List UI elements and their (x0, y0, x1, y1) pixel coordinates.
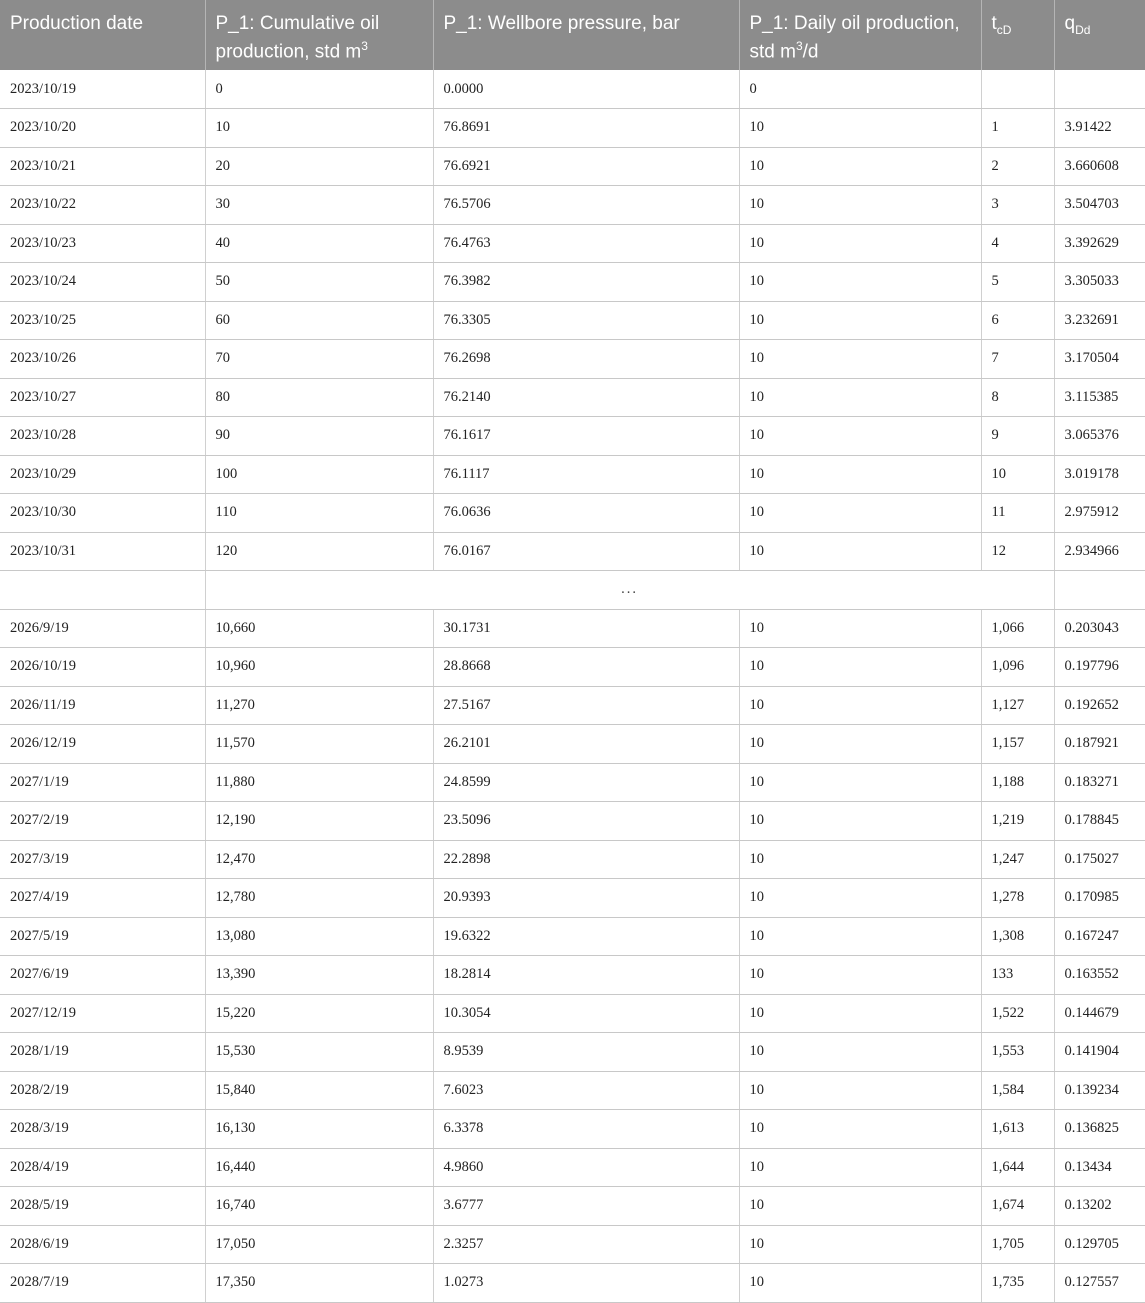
cell-qdd: 0.136825 (1054, 1110, 1145, 1149)
cell-daily-oil: 10 (739, 1071, 981, 1110)
cell-cumulative-oil: 90 (205, 417, 433, 456)
cell-production-date: 2028/4/19 (0, 1148, 205, 1187)
table-row (0, 609, 1145, 648)
cell-daily-oil: 10 (739, 840, 981, 879)
cell-qdd: 3.232691 (1054, 301, 1145, 340)
table-row (0, 186, 1145, 225)
cell-tcd: 1,096 (981, 648, 1054, 687)
cell-cumulative-oil: 12,470 (205, 840, 433, 879)
cell-qdd: 3.504703 (1054, 186, 1145, 225)
table-row (0, 263, 1145, 302)
cell-wellbore-pressure: 10.3054 (433, 994, 739, 1033)
cell-wellbore-pressure: 76.8691 (433, 109, 739, 148)
cell-daily-oil: 10 (739, 763, 981, 802)
cell-cumulative-oil: 11,270 (205, 686, 433, 725)
cell-cumulative-oil: 20 (205, 147, 433, 186)
cell-production-date: 2023/10/29 (0, 455, 205, 494)
cell-production-date: 2027/12/19 (0, 994, 205, 1033)
cell-daily-oil: 10 (739, 1110, 981, 1149)
cell-tcd: 133 (981, 956, 1054, 995)
cell-production-date: 2023/10/31 (0, 532, 205, 571)
cell-production-date: 2026/10/19 (0, 648, 205, 687)
table-row (0, 494, 1145, 533)
cell-wellbore-pressure: 3.6777 (433, 1187, 739, 1226)
cell-daily-oil: 10 (739, 263, 981, 302)
header-wellbore-pressure: P_1: Wellbore pressure, bar (433, 0, 739, 70)
cell-tcd: 10 (981, 455, 1054, 494)
cell-tcd: 1,127 (981, 686, 1054, 725)
cell-qdd: 0.183271 (1054, 763, 1145, 802)
header-daily-oil: P_1: Daily oil production, std $m^3/d$ (739, 0, 981, 70)
cell-qdd: 0.187921 (1054, 725, 1145, 764)
cell-tcd: 1,278 (981, 879, 1054, 918)
cell-wellbore-pressure: 76.0636 (433, 494, 739, 533)
cell-daily-oil: 10 (739, 532, 981, 571)
cell-qdd: 0.203043 (1054, 609, 1145, 648)
cell-qdd: 0.139234 (1054, 1071, 1145, 1110)
cell-wellbore-pressure: 76.5706 (433, 186, 739, 225)
header-row (0, 0, 1145, 70)
cell-daily-oil: 10 (739, 725, 981, 764)
cell-cumulative-oil: 60 (205, 301, 433, 340)
cell-daily-oil: 10 (739, 956, 981, 995)
cell-tcd: 1,066 (981, 609, 1054, 648)
cell-tcd: 5 (981, 263, 1054, 302)
cell-qdd: 2.934966 (1054, 532, 1145, 571)
cell-production-date: 2023/10/28 (0, 417, 205, 456)
cell-tcd: 1,247 (981, 840, 1054, 879)
table-row (0, 224, 1145, 263)
ellipsis-cell: ... (205, 571, 1054, 610)
cell-tcd: 3 (981, 186, 1054, 225)
cell-qdd: 2.975912 (1054, 494, 1145, 533)
cell-qdd: 3.305033 (1054, 263, 1145, 302)
ellipsis-empty-cell (1054, 571, 1145, 610)
cell-production-date: 2027/5/19 (0, 917, 205, 956)
cell-wellbore-pressure: 6.3378 (433, 1110, 739, 1149)
cell-wellbore-pressure: 24.8599 (433, 763, 739, 802)
cell-qdd: 0.13202 (1054, 1187, 1145, 1226)
cell-production-date: 2026/12/19 (0, 725, 205, 764)
table-row (0, 1071, 1145, 1110)
cell-qdd: 3.115385 (1054, 378, 1145, 417)
cell-production-date: 2028/2/19 (0, 1071, 205, 1110)
cell-tcd: 1,705 (981, 1225, 1054, 1264)
cell-tcd: 4 (981, 224, 1054, 263)
cell-daily-oil: 10 (739, 1033, 981, 1072)
cell-tcd: 1,188 (981, 763, 1054, 802)
cell-cumulative-oil: 17,350 (205, 1264, 433, 1303)
cell-wellbore-pressure: 1.0273 (433, 1264, 739, 1303)
cell-wellbore-pressure: 19.6322 (433, 917, 739, 956)
table-row (0, 1187, 1145, 1226)
cell-cumulative-oil: 10,660 (205, 609, 433, 648)
table-row (0, 1225, 1145, 1264)
cell-production-date: 2023/10/27 (0, 378, 205, 417)
cell-daily-oil: 10 (739, 340, 981, 379)
cell-wellbore-pressure: 28.8668 (433, 648, 739, 687)
table-row (0, 1148, 1145, 1187)
cell-wellbore-pressure: 2.3257 (433, 1225, 739, 1264)
cell-daily-oil: 10 (739, 1187, 981, 1226)
cell-qdd: 0.129705 (1054, 1225, 1145, 1264)
cell-cumulative-oil: 12,190 (205, 802, 433, 841)
cell-wellbore-pressure: 76.4763 (433, 224, 739, 263)
cell-wellbore-pressure: 76.1117 (433, 455, 739, 494)
ellipsis-empty-cell (0, 571, 205, 610)
cell-daily-oil: 10 (739, 686, 981, 725)
cell-cumulative-oil: 16,130 (205, 1110, 433, 1149)
cell-cumulative-oil: 15,220 (205, 994, 433, 1033)
cell-production-date: 2028/3/19 (0, 1110, 205, 1149)
table-row (0, 1264, 1145, 1303)
cell-production-date: 2023/10/23 (0, 224, 205, 263)
cell-tcd: 1,219 (981, 802, 1054, 841)
cell-wellbore-pressure: 30.1731 (433, 609, 739, 648)
cell-production-date: 2027/1/19 (0, 763, 205, 802)
table-row (0, 917, 1145, 956)
cell-production-date: 2023/10/22 (0, 186, 205, 225)
cell-wellbore-pressure: 26.2101 (433, 725, 739, 764)
table-row (0, 70, 1145, 109)
cell-qdd: 0.175027 (1054, 840, 1145, 879)
cell-cumulative-oil: 17,050 (205, 1225, 433, 1264)
table-row (0, 1033, 1145, 1072)
table-row (0, 725, 1145, 764)
cell-cumulative-oil: 12,780 (205, 879, 433, 918)
cell-tcd: 1,735 (981, 1264, 1054, 1303)
cell-wellbore-pressure: 27.5167 (433, 686, 739, 725)
cell-production-date: 2023/10/21 (0, 147, 205, 186)
cell-qdd: 0.197796 (1054, 648, 1145, 687)
cell-production-date: 2023/10/30 (0, 494, 205, 533)
cell-production-date: 2027/4/19 (0, 879, 205, 918)
table-row (0, 378, 1145, 417)
cell-production-date: 2028/1/19 (0, 1033, 205, 1072)
cell-wellbore-pressure: 20.9393 (433, 879, 739, 918)
cell-cumulative-oil: 10,960 (205, 648, 433, 687)
cell-daily-oil: 10 (739, 917, 981, 956)
table-row (0, 879, 1145, 918)
cell-daily-oil: 10 (739, 494, 981, 533)
cell-qdd: 0.163552 (1054, 956, 1145, 995)
ellipsis-row (0, 571, 1145, 610)
table-row (0, 763, 1145, 802)
cell-production-date: 2027/6/19 (0, 956, 205, 995)
cell-daily-oil: 10 (739, 802, 981, 841)
cell-tcd: 8 (981, 378, 1054, 417)
cell-wellbore-pressure: 0.0000 (433, 70, 739, 109)
cell-daily-oil: 10 (739, 1264, 981, 1303)
cell-daily-oil: 10 (739, 109, 981, 148)
cell-production-date: 2023/10/26 (0, 340, 205, 379)
cell-cumulative-oil: 11,570 (205, 725, 433, 764)
table-row (0, 417, 1145, 456)
table-row (0, 840, 1145, 879)
cell-production-date: 2023/10/19 (0, 70, 205, 109)
cell-tcd: 1,674 (981, 1187, 1054, 1226)
cell-cumulative-oil: 10 (205, 109, 433, 148)
cell-qdd: 0.127557 (1054, 1264, 1145, 1303)
cell-tcd (981, 70, 1054, 109)
cell-wellbore-pressure: 8.9539 (433, 1033, 739, 1072)
cell-wellbore-pressure: 4.9860 (433, 1148, 739, 1187)
cell-wellbore-pressure: 76.0167 (433, 532, 739, 571)
header-qdd: $q_{Dd}$ (1054, 0, 1145, 70)
cell-wellbore-pressure: 23.5096 (433, 802, 739, 841)
cell-production-date: 2028/7/19 (0, 1264, 205, 1303)
cell-cumulative-oil: 13,390 (205, 956, 433, 995)
cell-production-date: 2023/10/20 (0, 109, 205, 148)
cell-cumulative-oil: 100 (205, 455, 433, 494)
cell-production-date: 2028/5/19 (0, 1187, 205, 1226)
cell-wellbore-pressure: 76.2140 (433, 378, 739, 417)
cell-daily-oil: 10 (739, 1148, 981, 1187)
cell-production-date: 2027/2/19 (0, 802, 205, 841)
cell-cumulative-oil: 15,530 (205, 1033, 433, 1072)
table-row (0, 455, 1145, 494)
cell-cumulative-oil: 50 (205, 263, 433, 302)
cell-wellbore-pressure: 7.6023 (433, 1071, 739, 1110)
cell-tcd: 1,553 (981, 1033, 1054, 1072)
cell-qdd: 0.144679 (1054, 994, 1145, 1033)
cell-qdd: 3.019178 (1054, 455, 1145, 494)
cell-cumulative-oil: 16,440 (205, 1148, 433, 1187)
table-row (0, 956, 1145, 995)
table-row (0, 802, 1145, 841)
cell-daily-oil: 10 (739, 994, 981, 1033)
table-row (0, 301, 1145, 340)
cell-cumulative-oil: 110 (205, 494, 433, 533)
table-row (0, 147, 1145, 186)
cell-wellbore-pressure: 76.2698 (433, 340, 739, 379)
cell-cumulative-oil: 16,740 (205, 1187, 433, 1226)
cell-cumulative-oil: 40 (205, 224, 433, 263)
cell-qdd: 0.13434 (1054, 1148, 1145, 1187)
header-production-date: Production date (0, 0, 205, 70)
cell-wellbore-pressure: 76.3982 (433, 263, 739, 302)
cell-tcd: 9 (981, 417, 1054, 456)
cell-daily-oil: 10 (739, 378, 981, 417)
cell-daily-oil: 10 (739, 879, 981, 918)
cell-tcd: 1,157 (981, 725, 1054, 764)
cell-qdd: 3.392629 (1054, 224, 1145, 263)
cell-daily-oil: 10 (739, 224, 981, 263)
cell-tcd: 1,584 (981, 1071, 1054, 1110)
cell-wellbore-pressure: 76.3305 (433, 301, 739, 340)
table-body (0, 70, 1145, 1302)
table-row (0, 1110, 1145, 1149)
cell-wellbore-pressure: 76.1617 (433, 417, 739, 456)
cell-daily-oil: 10 (739, 186, 981, 225)
cell-qdd: 3.660608 (1054, 147, 1145, 186)
cell-daily-oil: 10 (739, 417, 981, 456)
cell-cumulative-oil: 11,880 (205, 763, 433, 802)
cell-wellbore-pressure: 76.6921 (433, 147, 739, 186)
cell-tcd: 1,308 (981, 917, 1054, 956)
cell-production-date: 2023/10/25 (0, 301, 205, 340)
cell-cumulative-oil: 15,840 (205, 1071, 433, 1110)
cell-daily-oil: 10 (739, 609, 981, 648)
cell-qdd (1054, 70, 1145, 109)
table-row (0, 994, 1145, 1033)
cell-tcd: 1,522 (981, 994, 1054, 1033)
cell-wellbore-pressure: 22.2898 (433, 840, 739, 879)
cell-qdd: 3.170504 (1054, 340, 1145, 379)
cell-tcd: 2 (981, 147, 1054, 186)
cell-qdd: 3.065376 (1054, 417, 1145, 456)
cell-cumulative-oil: 13,080 (205, 917, 433, 956)
cell-production-date: 2027/3/19 (0, 840, 205, 879)
cell-qdd: 0.170985 (1054, 879, 1145, 918)
cell-production-date: 2023/10/24 (0, 263, 205, 302)
cell-production-date: 2028/6/19 (0, 1225, 205, 1264)
cell-cumulative-oil: 0 (205, 70, 433, 109)
cell-daily-oil: 10 (739, 648, 981, 687)
header-tcd: $t_{cD}$ (981, 0, 1054, 70)
cell-tcd: 7 (981, 340, 1054, 379)
cell-tcd: 1,613 (981, 1110, 1054, 1149)
cell-cumulative-oil: 30 (205, 186, 433, 225)
cell-tcd: 6 (981, 301, 1054, 340)
table-row (0, 686, 1145, 725)
cell-daily-oil: 10 (739, 1225, 981, 1264)
cell-cumulative-oil: 70 (205, 340, 433, 379)
table-row (0, 648, 1145, 687)
table-row (0, 109, 1145, 148)
cell-qdd: 3.91422 (1054, 109, 1145, 148)
cell-qdd: 0.178845 (1054, 802, 1145, 841)
cell-cumulative-oil: 120 (205, 532, 433, 571)
cell-production-date: 2026/11/19 (0, 686, 205, 725)
cell-qdd: 0.192652 (1054, 686, 1145, 725)
cell-tcd: 12 (981, 532, 1054, 571)
cell-qdd: 0.141904 (1054, 1033, 1145, 1072)
cell-wellbore-pressure: 18.2814 (433, 956, 739, 995)
table-row (0, 340, 1145, 379)
table-row (0, 532, 1145, 571)
cell-qdd: 0.167247 (1054, 917, 1145, 956)
header-cumulative-oil: P_1: Cumulative oil production, std $m^3$ (205, 0, 433, 70)
cell-tcd: 1 (981, 109, 1054, 148)
cell-tcd: 1,644 (981, 1148, 1054, 1187)
cell-tcd: 11 (981, 494, 1054, 533)
cell-daily-oil: 10 (739, 455, 981, 494)
cell-daily-oil: 10 (739, 301, 981, 340)
cell-daily-oil: 0 (739, 70, 981, 109)
cell-daily-oil: 10 (739, 147, 981, 186)
cell-production-date: 2026/9/19 (0, 609, 205, 648)
cell-cumulative-oil: 80 (205, 378, 433, 417)
